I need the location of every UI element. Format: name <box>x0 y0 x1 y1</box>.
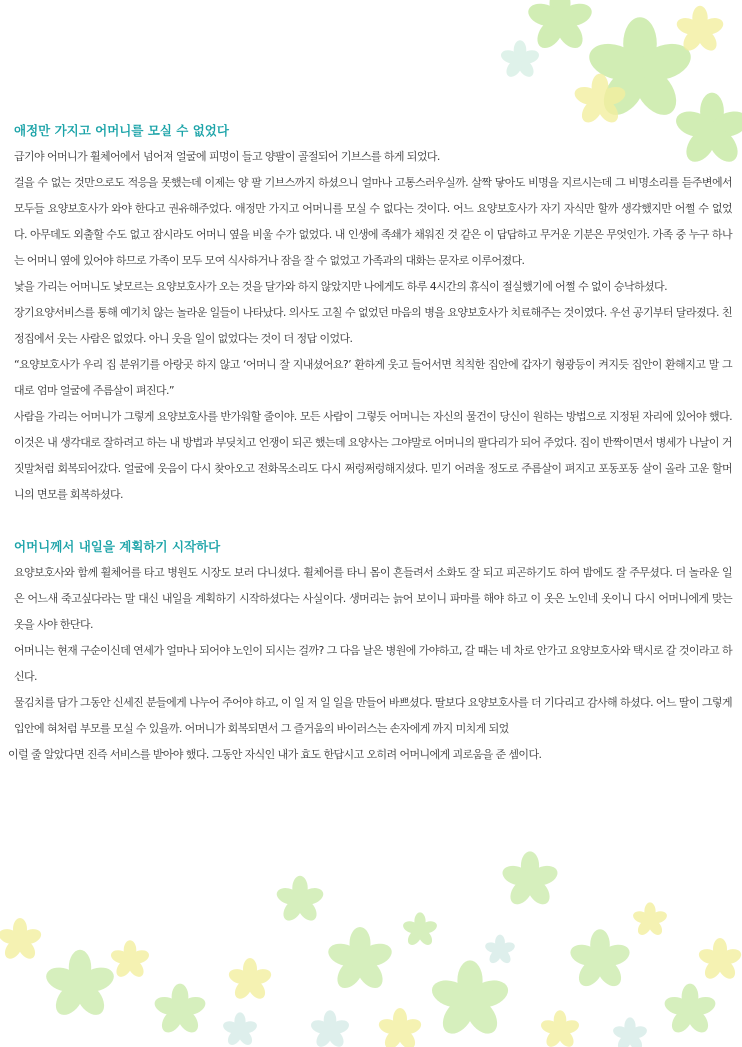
paragraph: 어머니는 현재 구순이신데 연세가 얼마나 되어야 노인이 되시는 걸까? 그 다음 날은 병원에 가야하고, 갈 때는 네 차로 안가고 요양보호사와 택시로 갈 것이라고 하신다. <box>14 644 732 683</box>
article <box>8 118 732 768</box>
paragraph: 낯을 가리는 어머니도 낯모르는 요양보호사가 오는 것을 달가와 하지 않았지만 나에게도 하루 4시간의 휴식이 절실했기에 어쩔 수 없이 승낙하셨다. <box>14 280 667 293</box>
paragraph: 요양보호사와 함께 휠체어를 타고 병원도 시장도 보러 다니셨다. 휠체어를 타니 몸이 흔들려서 소화도 잘 되고 피곤하기도 하여 밤에도 잘 주무셨다. 더 놀라운 일은 어느새 죽고싶다라는 말 대신 내일을 계획하기 시작하셨다는 사실이다. 생머리는 늙어 보이니 파마를 해야 하고 이 옷은 노인네 옷이니 다시 어머니에게 맞는 옷을 사야 한단다. <box>14 566 732 631</box>
paragraph: 급기야 어머니가 휠체어에서 넘어져 얼굴에 피멍이 들고 양팔이 골절되어 기브스를 하게 되었다. <box>14 150 440 163</box>
paragraph: 사람을 가리는 어머니가 그렇게 요양보호사를 반가워할 줄이야. 모든 사람이 그렇듯 어머니는 자신의 물건이 당신이 원하는 방법으로 지정된 자리에 있어야 했다. 이것은 내 생각대로 잘하려고 하는 내 방법과 부딪치고 언쟁이 되곤 했는데 요양사는 그야말로 어머니의 팔다리가 되어 주었다. 집이 반짝이면서 병세가 나날이 거짓말처럼 회복되어갔다. 얼굴에 웃음이 다시 찾아오고 전화목소리도 다시 쩌렁쩌렁해지셨다. 믿기 어려울 정도로 주름살이 펴지고 포동포동 살이 올라 고운 할머니의 면모를 회복하셨다. <box>14 410 732 501</box>
paragraph-continuation: 이럴 줄 알았다면 진즉 서비스를 받아야 했다. 그동안 자식인 내가 효도 한답시고 오히려 어머니에게 괴로움을 준 셈이다. <box>8 748 542 761</box>
section-heading: 애정만 가지고 어머니를 모실 수 없었다 <box>14 123 229 138</box>
paragraph: 걸을 수 없는 것만으로도 적응을 못했는데 이제는 양 팔 기브스까지 하셨으니 얼마나 고통스러우실까. 살짝 닿아도 비명을 지르시는데 그 비명소리를 듣주변에서 모두들 요양보호사가 와야 한다고 권유해주었다. 애정만 가지고 어머니를 모실 수 없다는 것이다. 어느 요양보호사가 자기 자식만 할까 생각했지만 어쩔 수 없었다. 아무데도 외출할 수도 없고 잠시라도 어머니 옆을 비울 수가 없었다. 내 인생에 족쇄가 채워진 것 같은 이 답답하고 무거운 기분은 무엇인가. 가족 중 누구 하나는 어머니 옆에 있어야 하므로 가족이 모두 모여 식사하거나 잠을 잘 수 없었고 가족과의 대화는 문자로 이루어졌다. <box>14 176 732 267</box>
paragraph: 물김치를 담가 그동안 신세진 분들에게 나누어 주어야 하고, 이 일 저 일 일을 만들어 바쁘셨다. 딸보다 요양보호사를 더 기다리고 감사해 하셨다. 어느 딸이 그렇게 입안에 혀처럼 부모를 모실 수 있을까. 어머니가 회복되면서 그 즐거움의 바이러스는 손자에게 까지 미치게 되었 <box>14 696 732 735</box>
section-heading: 어머니께서 내일을 계획하기 시작하다 <box>14 539 221 554</box>
paragraph: 장기요양서비스를 통해 예기치 않는 놀라운 일들이 나타났다. 의사도 고칠 수 없었던 마음의 병을 요양보호사가 치료해주는 것이였다. 우선 공기부터 달라졌다. 친정집에서 웃는 사람은 없었다. 아니 웃을 일이 없었다는 것이 더 정답 이었다. <box>14 306 732 345</box>
paragraph: “요양보호사가 우리 집 분위기를 아랑곳 하지 않고 ‘어머니 잘 지내셨어요?’ 환하게 웃고 들어서면 칙칙한 집안에 갑자기 형광등이 켜지듯 집안이 환해지고 말 그대로 엄마 얼굴에 주름살이 펴진다.” <box>14 358 732 397</box>
section-spacer <box>14 508 732 534</box>
